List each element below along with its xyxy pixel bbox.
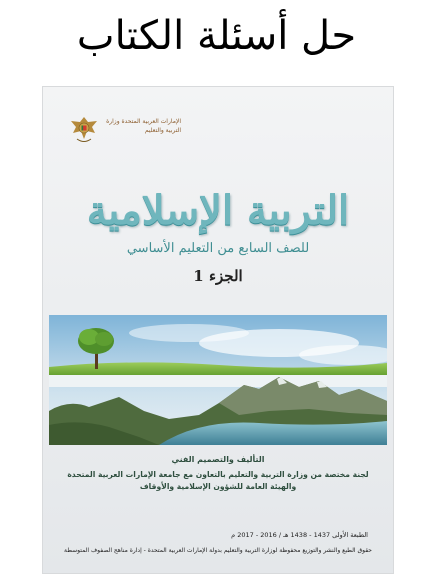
rights-line: حقوق الطبع والنشر والتوزيع محفوظة لوزارة التربية والتعليم بدولة الإمارات العربية المتحدة - إدارة مناهج الصفوف المتوسطة bbox=[64, 547, 372, 554]
credits-heading: التأليف والتصميم الفني bbox=[171, 455, 265, 464]
book-part: الجزء 1 bbox=[193, 267, 243, 285]
book-cover bbox=[42, 86, 394, 574]
book-title: التربية الإسلامية bbox=[86, 187, 350, 234]
page-heading: حل أسئلة الكتاب bbox=[76, 13, 357, 59]
landscape-image bbox=[49, 315, 387, 445]
book-subtitle: للصف السابع من التعليم الأساسي bbox=[126, 241, 310, 256]
uae-emblem-icon bbox=[67, 115, 101, 145]
edition-line: الطبعة الأولى 1437 - 1438 هـ / 2016 - 2017 م bbox=[231, 531, 368, 539]
ministry-name: الإمارات العربية المتحدة وزارة التربية والتعليم bbox=[106, 118, 181, 134]
credits-body: لجنة مختصة من وزارة التربية والتعليم بالتعاون مع جامعة الإمارات العربية المتحدة والهيئة العامة للشؤون الإسلامية والأوقاف bbox=[67, 470, 369, 491]
